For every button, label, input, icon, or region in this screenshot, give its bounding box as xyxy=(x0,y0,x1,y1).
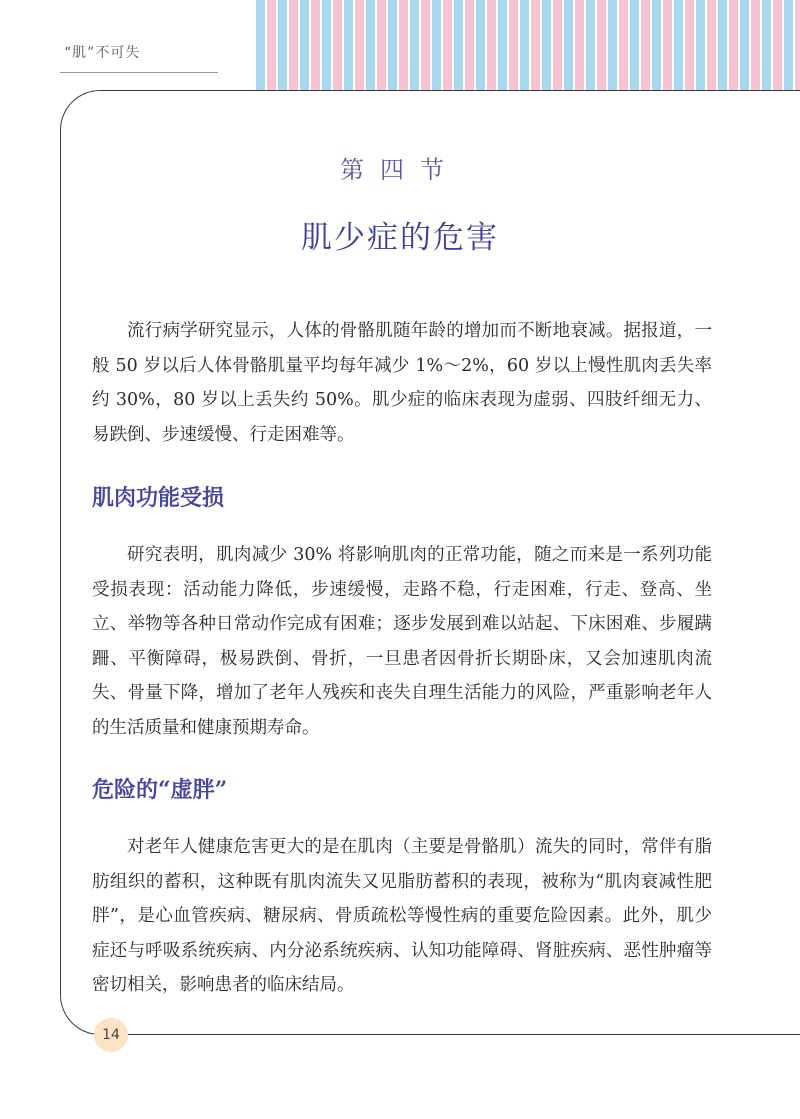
paragraph-muscle-function: 研究表明，肌肉减少 30% 将影响肌肉的正常功能，随之而来是一系列功能受损表现：活动能力降低，步速缓慢，走路不稳，行走困难，行走、登高、坐立、举物等各种日常动作完成有困难；逐步发展到难以站起、下床困难、步履蹒跚、平衡障碍，极易跌倒、骨折，一旦患者因骨折长期卧床，又会加速肌肉流失、骨量下降，增加了老年人残疾和丧失自理生活能力的风险，严重影响老年人的生活质量和健康预期寿命。 xyxy=(92,545,712,738)
subheading-muscle-function: 肌肉功能受损 xyxy=(92,485,225,511)
running-header: “肌”不可失 xyxy=(64,45,141,61)
page-number: 14 xyxy=(94,1018,128,1052)
paragraph-obesity: 对老年人健康危害更大的是在肌肉（主要是骨骼肌）流失的同时，常伴有脂肪组织的蓄积，这种既有肌肉流失又见脂肪蓄积的表现，被称为“肌肉衰减性肥胖”，是心血管疾病、糖尿病、骨质疏松等慢性病的重要危险因素。此外，肌少症还与呼吸系统疾病、内分泌系统疾病、认知功能障碍、肾脏疾病、恶性肿瘤等密切相关，影响患者的临床结局。 xyxy=(92,837,712,995)
header-divider xyxy=(60,72,218,73)
intro-paragraph: 流行病学研究显示，人体的骨骼肌随年龄的增加而不断地衰减。据报道，一般 50 岁以后人体骨骼肌量平均每年减少 1%～2%，60 岁以上慢性肌肉丢失率约 30%，80 岁以上丢失约 50%。肌少症的临床表现为虚弱、四肢纤细无力、易跌倒、步速缓慢、行走困难等。 xyxy=(92,321,712,445)
section-number: 第四节 xyxy=(340,156,460,184)
section-title: 肌少症的危害 xyxy=(301,220,499,256)
decorative-stripes xyxy=(256,0,800,90)
subheading-obesity: 危险的“虚胖” xyxy=(92,777,228,803)
